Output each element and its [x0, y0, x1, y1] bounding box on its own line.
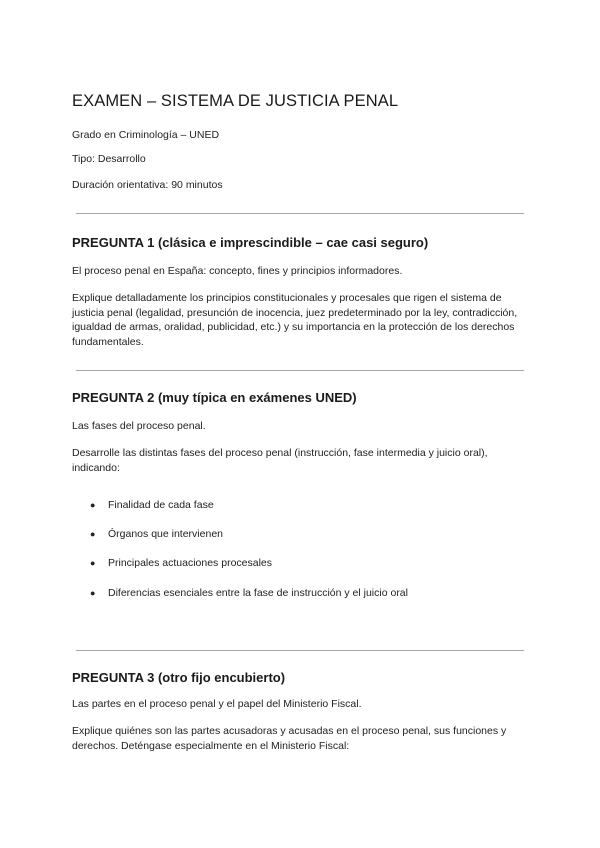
exam-type-line: Tipo: Desarrollo: [72, 153, 146, 165]
bullet-text: Principales actuaciones procesales: [108, 557, 273, 569]
bullet-item: [90, 587, 408, 599]
bullet-text: Diferencias esenciales entre la fase de instrucción y el juicio oral: [108, 587, 408, 599]
question-2-body: Desarrolle las distintas fases del proceso penal (instrucción, fase intermedia y juicio oral), indicando:: [72, 447, 488, 474]
bullet-item: [90, 528, 223, 540]
exam-title: EXAMEN – SISTEMA DE JUSTICIA PENAL: [72, 92, 399, 110]
bullet-icon: ●: [90, 558, 96, 568]
divider: [76, 213, 524, 214]
question-2-subtitle: Las fases del proceso penal.: [72, 420, 206, 432]
bullet-item: [90, 557, 272, 569]
bullet-text: Finalidad de cada fase: [108, 499, 214, 511]
bullet-item: [90, 499, 214, 511]
divider: [76, 650, 524, 651]
bullet-text: Órganos que intervienen: [108, 528, 223, 540]
divider: [76, 370, 524, 371]
question-1-subtitle: El proceso penal en España: concepto, fines y principios informadores.: [72, 265, 403, 277]
question-1-body: Explique detalladamente los principios constitucionales y procesales que rigen el sistema de justicia penal (legalidad, presunción de inocencia, juez predeterminado por la ley, contradicción, igualdad de armas, oralidad, publicidad, etc.) y su importancia en la protección de los derechos fundamentales.: [72, 292, 518, 348]
bullet-icon: ●: [90, 588, 96, 598]
bullet-icon: ●: [90, 529, 96, 539]
question-3-title: PREGUNTA 3 (otro fijo encubierto): [72, 670, 286, 685]
duration-line: Duración orientativa: 90 minutos: [72, 179, 223, 191]
degree-line: Grado en Criminología – UNED: [72, 129, 220, 141]
question-2-title: PREGUNTA 2 (muy típica en exámenes UNED): [72, 390, 357, 405]
question-1-title: PREGUNTA 1 (clásica e imprescindible – cae casi seguro): [72, 235, 429, 250]
bullet-icon: ●: [90, 500, 96, 510]
question-3-subtitle: Las partes en el proceso penal y el papel del Ministerio Fiscal.: [72, 698, 362, 710]
question-3-body: Explique quiénes son las partes acusadoras y acusadas en el proceso penal, sus funciones y derechos. Deténgase especialmente en el Ministerio Fiscal:: [72, 725, 507, 752]
